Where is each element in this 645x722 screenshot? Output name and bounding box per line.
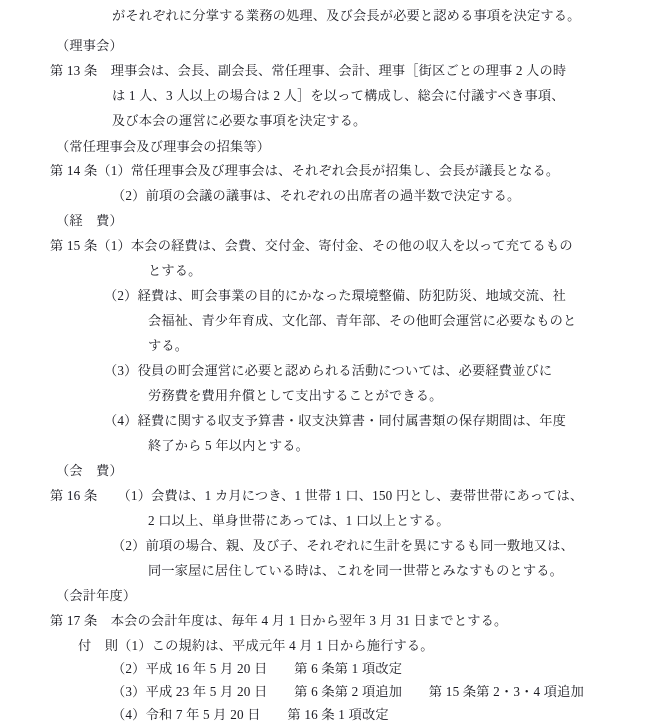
document-line-article-first-line: 第 15 条（1）本会の経費は、会費、交付金、寄付金、その他の収入を以って充てるもの: [50, 238, 573, 253]
document-line-clause: （2）前項の会議の議事は、それぞれの出席者の過半数で決定する。: [112, 188, 521, 203]
document-line-section-caption: （常任理事会及び理事会の招集等）: [56, 139, 271, 154]
document-line-continuation: は 1 人、3 人以上の場合は 2 人］を以って構成し、総会に付議すべき事項、: [112, 88, 565, 103]
document-line-continuation: 会福祉、青少年育成、文化部、青年部、その他町会運営に必要なものと: [148, 313, 577, 328]
document-line-continuation: 同一家屋に居住している時は、これを同一世帯とみなすものとする。: [148, 563, 564, 578]
document-line-section-caption: （経 費）: [56, 213, 123, 228]
document-line-article-first-line: 第 14 条（1）常任理事会及び理事会は、それぞれ会長が招集し、会長が議長となる。: [50, 163, 560, 178]
document-line-clause: （2）経費は、町会事業の目的にかなった環境整備、防犯防災、地域交流、社: [104, 288, 566, 303]
document-line-article-first-line: 第 13 条 理事会は、会長、副会長、常任理事、会計、理事［街区ごとの理事 2 人の時: [50, 63, 567, 78]
document-line-continuation: 及び本会の運営に必要な事項を決定する。: [112, 113, 367, 128]
document-line-supplementary-first-line: 付 則（1）この規約は、平成元年 4 月 1 日から施行する。: [78, 638, 434, 653]
document-line-clause: （2）前項の場合、親、及び子、それぞれに生計を異にするも同一敷地又は、: [112, 538, 574, 553]
document-line-continuation: とする。: [148, 263, 202, 278]
document-line-supplementary-clause: （2）平成 16 年 5 月 20 日 第 6 条第 1 項改定: [112, 661, 403, 676]
document-line-continuation: 2 口以上、単身世帯にあっては、1 口以上とする。: [148, 513, 450, 528]
document-line-continuation: する。: [148, 338, 189, 353]
document-line-clause: （4）経費に関する収支予算書・収支決算書・同付属書類の保存期間は、年度: [104, 413, 566, 428]
document-line-section-caption: （会 費）: [56, 463, 123, 478]
document-line-article-first-line: 第 16 条 （1）会費は、1 カ月につき、1 世帯 1 口、150 円とし、妻帯世帯にあっては、: [50, 488, 584, 503]
document-line-supplementary-clause: （4）令和 7 年 5 月 20 日 第 16 条 1 項改定: [112, 707, 389, 722]
document-line-continuation: 労務費を費用弁償として支出することができる。: [148, 388, 443, 403]
document-line-article-first-line: 第 17 条 本会の会計年度は、毎年 4 月 1 日から翌年 3 月 31 日までとする。: [50, 613, 508, 628]
document-line-continuation: 終了から 5 年以内とする。: [148, 438, 310, 453]
document-line-section-caption: （会計年度）: [56, 588, 137, 603]
document-line-supplementary-clause: （3）平成 23 年 5 月 20 日 第 6 条第 2 項追加 第 15 条第 2・3・4 項追加: [112, 684, 584, 699]
document-line-section-caption: （理事会）: [56, 38, 123, 53]
document-line-continuation: がそれぞれに分掌する業務の処理、及び会長が必要と認める事項を決定する。: [112, 8, 581, 23]
document-line-clause: （3）役員の町会運営に必要と認められる活動については、必要経費並びに: [104, 363, 553, 378]
